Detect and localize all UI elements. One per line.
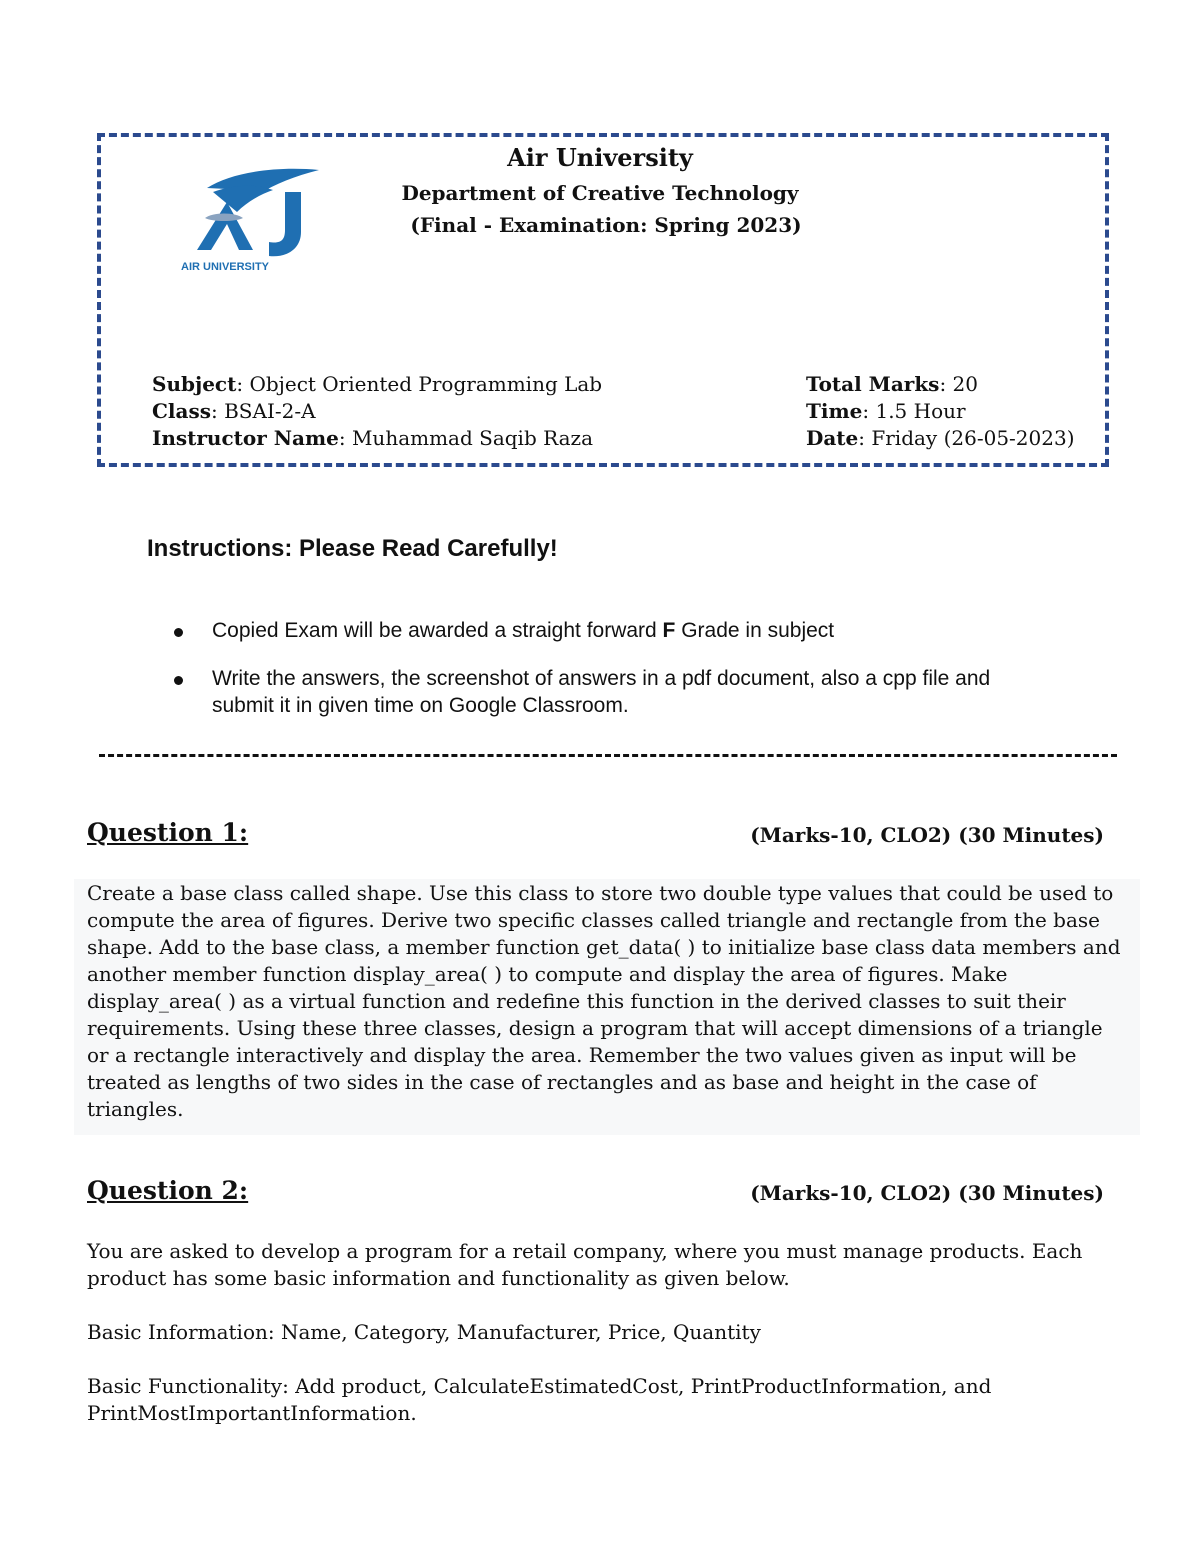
bullet-icon (174, 676, 183, 685)
class-label: Class (152, 399, 211, 423)
instruction-bold: F (662, 619, 676, 642)
total-marks-row (806, 371, 1075, 398)
instructor-value: : Muhammad Saqib Raza (338, 426, 594, 450)
date-row (806, 425, 1075, 452)
exam-details-left (152, 371, 602, 452)
instruction-text: Copied Exam will be awarded a straight forward (212, 619, 663, 642)
date-label: Date (806, 426, 859, 450)
time-row (806, 398, 1075, 425)
instruction-item (174, 665, 1054, 719)
instruction-text: Grade in subject (675, 619, 835, 642)
logo-text: AIR UNIVERSITY (181, 261, 270, 273)
total-marks-label: Total Marks (806, 372, 940, 396)
time-value: : 1.5 Hour (862, 399, 966, 423)
question-1-title: Question 1: (87, 818, 249, 847)
instructor-row (152, 425, 602, 452)
class-value: : BSAI-2-A (211, 399, 316, 423)
instructions-list (174, 617, 1054, 740)
exam-details-right (806, 371, 1075, 452)
instruction-text: Write the answers, the screenshot of answers in a pdf document, also a cpp file and submit it in given time on Google Classroom. (212, 667, 991, 717)
bullet-icon (174, 628, 183, 637)
question-1-marks: (Marks-10, CLO2) (30 Minutes) (750, 823, 1104, 847)
question-2-body (87, 1238, 1137, 1454)
subject-value: : Object Oriented Programming Lab (236, 372, 603, 396)
total-marks-value: : 20 (939, 372, 978, 396)
class-row (152, 398, 602, 425)
time-label: Time (806, 399, 863, 423)
date-value: : Friday (26-05-2023) (858, 426, 1075, 450)
question-1-body: Create a base class called shape. Use this class to store two double type values that could be used to compute the area of figures. Derive two specific classes called triangle and rectangle from the base shape. Add to the base class, a member function get_data( ) to initialize base class data members and another member function display_area( ) to compute and display the area of figures. Make display_area( ) as a virtual function and redefine this function in the derived classes to suit their requirements. Using these three classes, design a program that will accept dimensions of a triangle or a rectangle interactively and display the area. Remember the two values given as input will be treated as lengths of two sides in the case of rectangles and as base and height in the case of triangles. (87, 881, 1121, 1121)
question-2-title: Question 2: (87, 1176, 249, 1205)
university-name: Air University (507, 143, 693, 172)
section-divider (99, 754, 1117, 757)
question-2-paragraph: Basic Functionality: Add product, CalculateEstimatedCost, PrintProductInformation, and PrintMostImportantInformation. (87, 1374, 992, 1425)
instruction-item (174, 617, 1054, 644)
question-2-paragraph: Basic Information: Name, Category, Manufacturer, Price, Quantity (87, 1320, 761, 1344)
subject-row (152, 371, 602, 398)
department-name: Department of Creative Technology (401, 181, 799, 205)
exam-title: (Final - Examination: Spring 2023) (410, 213, 802, 237)
question-2-paragraph: You are asked to develop a program for a retail company, where you must manage products. Each product has some basic information and functionality as given below. (87, 1239, 1083, 1290)
question-2-marks: (Marks-10, CLO2) (30 Minutes) (750, 1181, 1104, 1205)
subject-label: Subject (152, 372, 237, 396)
instructor-label: Instructor Name (152, 426, 339, 450)
instructions-heading: Instructions: Please Read Carefully! (147, 535, 558, 562)
